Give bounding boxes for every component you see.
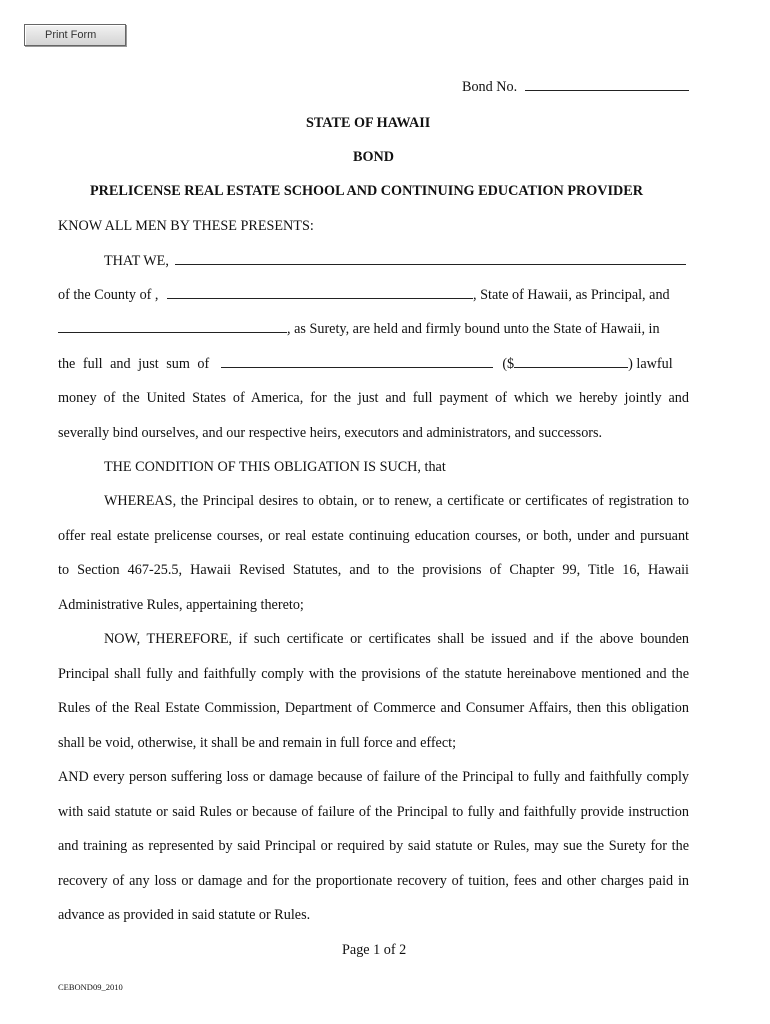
and-line-5: advance as provided in said statute or Rules. (58, 907, 311, 923)
bond-title: BOND (353, 149, 394, 165)
whereas-line-4: Administrative Rules, appertaining thereto; (58, 597, 304, 613)
sum-amount-field[interactable] (514, 357, 628, 368)
surety-name-field[interactable] (58, 322, 287, 333)
county-row (58, 287, 670, 304)
text-line-severally: severally bind ourselves, and our respective heirs, executors and administrators, and successors. (58, 425, 603, 441)
that-we-label: THAT WE, (104, 253, 169, 269)
sum-prefix: the full and just sum of (58, 356, 210, 372)
now-line-2: Principal shall fully and faithfully comply with the provisions of the statute hereinabove mentioned and the (58, 666, 689, 682)
whereas-line-3: to Section 467-25.5, Hawaii Revised Statutes, and to the provisions of Chapter 99, Title 16, Hawaii (58, 562, 689, 578)
text-line-money: money of the United States of America, for the just and full payment of which we hereby jointly and (58, 390, 689, 406)
bond-number-row (462, 79, 689, 96)
dollar-close: ) lawful (628, 356, 673, 372)
sum-row (58, 356, 673, 373)
now-line-1: NOW, THEREFORE, if such certificate or certificates shall be issued and if the above bounden (104, 631, 689, 647)
and-line-4: recovery of any loss or damage and for the proportionate recovery of tuition, fees and other charges paid in (58, 873, 689, 889)
and-line-1: AND every person suffering loss or damage because of failure of the Principal to fully and faithfully comply (58, 769, 689, 785)
condition-line: THE CONDITION OF THIS OBLIGATION IS SUCH, that (104, 459, 446, 475)
sum-words-field[interactable] (221, 357, 493, 368)
whereas-line-1: WHEREAS, the Principal desires to obtain, or to renew, a certificate or certificates of registration to (104, 493, 689, 509)
county-suffix: , State of Hawaii, as Principal, and (473, 287, 670, 303)
print-form-button[interactable]: Print Form (24, 24, 126, 46)
surety-suffix: , as Surety, are held and firmly bound unto the State of Hawaii, in (287, 321, 660, 337)
whereas-line-2: offer real estate prelicense courses, or real estate continuing education courses, or both, under and pursuant (58, 528, 689, 544)
that-we-row (104, 253, 686, 270)
bond-number-field[interactable] (525, 80, 689, 91)
surety-row (58, 321, 660, 338)
principal-name-field[interactable] (175, 254, 686, 265)
bond-number-label: Bond No. (462, 79, 518, 95)
know-all-heading: KNOW ALL MEN BY THESE PRESENTS: (58, 218, 314, 234)
county-field[interactable] (167, 288, 473, 299)
and-line-3: and training as represented by said Principal or required by said statute or Rules, may sue the Surety for the (58, 838, 689, 854)
dollar-open: ($ (502, 356, 515, 372)
now-line-3: Rules of the Real Estate Commission, Department of Commerce and Consumer Affairs, then this obligation (58, 700, 689, 716)
now-line-4: shall be void, otherwise, it shall be and remain in full force and effect; (58, 735, 457, 751)
form-code: CEBOND09_2010 (58, 982, 123, 992)
county-prefix: of the County of , (58, 287, 159, 303)
document-subtitle: PRELICENSE REAL ESTATE SCHOOL AND CONTINUING EDUCATION PROVIDER (90, 183, 644, 199)
and-line-2: with said statute or said Rules or because of failure of the Principal to fully and faithfully provide instruction (58, 804, 689, 820)
state-title: STATE OF HAWAII (306, 115, 431, 131)
page-number: Page 1 of 2 (342, 942, 407, 958)
